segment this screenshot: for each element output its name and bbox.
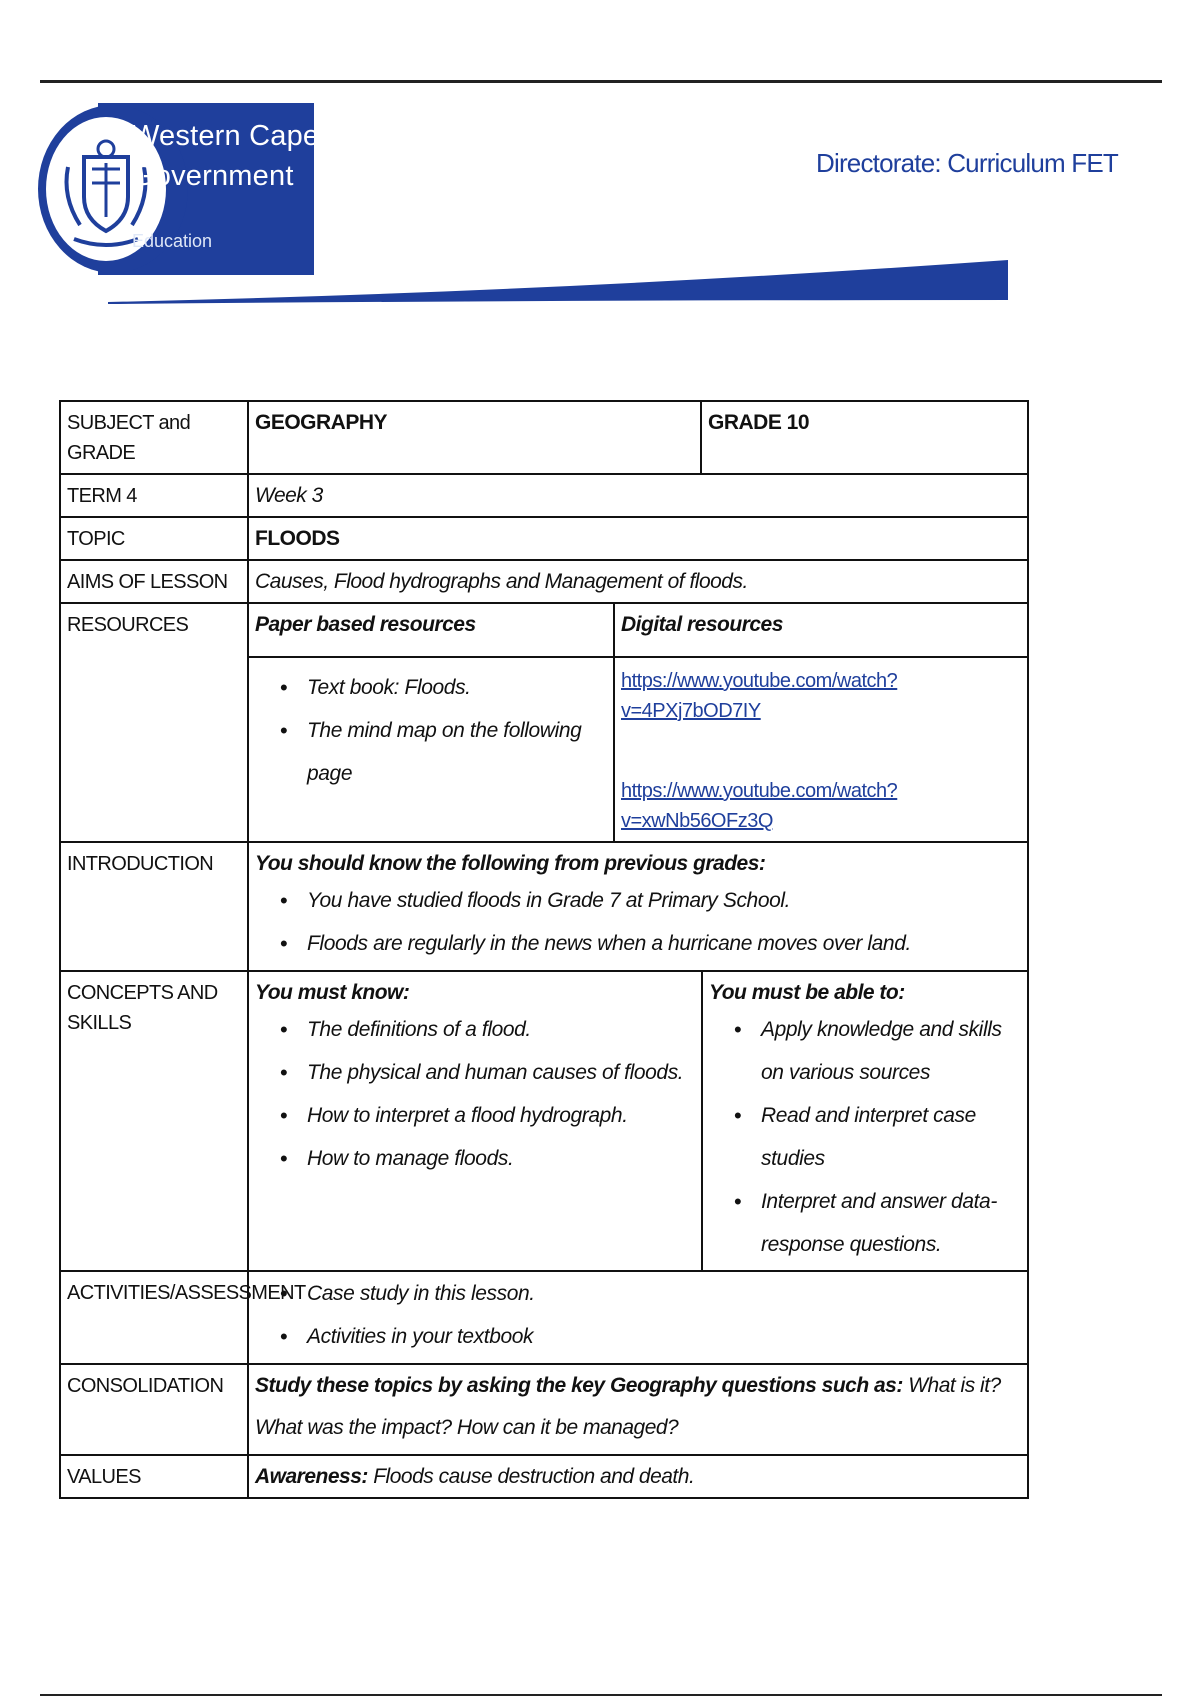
- row-introduction: [60, 842, 1028, 971]
- must-be-able-cell: [702, 972, 1027, 1270]
- digital-resources-heading: Digital resources: [614, 603, 1028, 657]
- grade-value: GRADE 10: [701, 401, 1028, 474]
- list-item: • Text book: Floods.: [307, 666, 607, 709]
- row-activities: [60, 1271, 1028, 1364]
- label-values: VALUES: [60, 1455, 248, 1498]
- paper-resources-cell: [248, 657, 614, 842]
- values-text: Floods cause destruction and death.: [367, 1465, 695, 1488]
- list-item: • Apply knowledge and skills on various sources: [761, 1008, 1021, 1094]
- wcg-logo: [38, 103, 320, 275]
- list-item: • You have studied floods in Grade 7 at Primary School.: [307, 879, 1021, 922]
- row-consolidation: [60, 1364, 1028, 1455]
- subject-value: GEOGRAPHY: [248, 401, 701, 474]
- row-resources-heading: [60, 603, 1028, 657]
- label-aims: AIMS OF LESSON: [60, 560, 248, 603]
- introduction-heading: You should know the following from previous grades:: [255, 852, 766, 875]
- label-concepts: CONCEPTS AND SKILLS: [60, 971, 248, 1271]
- must-know-cell: [249, 972, 702, 1270]
- activities-list: [255, 1272, 1021, 1358]
- label-subject-grade: SUBJECT and GRADE: [60, 401, 248, 474]
- list-item: • Read and interpret case studies: [761, 1094, 1021, 1180]
- header-swoosh: [108, 258, 1008, 308]
- paper-resources-list: [255, 666, 607, 795]
- must-be-able-list: [709, 1008, 1021, 1266]
- values-cell: [248, 1455, 1028, 1498]
- bottom-rule: [40, 1694, 1162, 1696]
- list-item: • How to manage floods.: [307, 1137, 695, 1180]
- directorate-title: Directorate: Curriculum FET: [816, 148, 1119, 178]
- row-term: [60, 474, 1028, 517]
- list-item: • Activities in your textbook: [307, 1315, 1021, 1358]
- consolidation-cell: [248, 1364, 1028, 1455]
- video-link-1[interactable]: https://www.youtube.com/watch?v=4PXj7bOD7IY: [621, 670, 898, 722]
- list-item: • The mind map on the following page: [307, 709, 607, 795]
- logo-line-1: Western Cape: [132, 120, 320, 152]
- topic-value: FLOODS: [248, 517, 1028, 560]
- row-concepts: [60, 971, 1028, 1271]
- list-item: • How to interpret a flood hydrograph.: [307, 1094, 695, 1137]
- introduction-cell: [248, 842, 1028, 971]
- paper-resources-heading: Paper based resources: [248, 603, 614, 657]
- must-know-list: [255, 1008, 695, 1180]
- lesson-plan-table: [59, 400, 1029, 1499]
- term-value: Week 3: [248, 474, 1028, 517]
- values-lead: Awareness:: [255, 1465, 368, 1488]
- row-topic: [60, 517, 1028, 560]
- list-item: • The definitions of a flood.: [307, 1008, 695, 1051]
- label-topic: TOPIC: [60, 517, 248, 560]
- consolidation-questions: What is it? What was the impact? How can it be managed?: [255, 1374, 1001, 1439]
- must-know-heading: You must know:: [255, 981, 410, 1004]
- concepts-cell: [248, 971, 1028, 1271]
- top-rule: [40, 80, 1162, 83]
- aims-value: Causes, Flood hydrographs and Management of floods.: [248, 560, 1028, 603]
- logo-line-2: Government: [132, 160, 294, 192]
- concepts-subtable: [249, 972, 1027, 1270]
- logo-line-3: Education: [132, 231, 213, 251]
- consolidation-lead: Study these topics by asking the key Geography questions such as:: [255, 1374, 903, 1397]
- activities-cell: [248, 1271, 1028, 1364]
- list-item: • Floods are regularly in the news when a hurricane moves over land.: [307, 922, 1021, 965]
- video-link-2[interactable]: https://www.youtube.com/watch?v=xwNb56OFz3Q: [621, 780, 898, 832]
- list-item: • Case study in this lesson.: [307, 1272, 1021, 1315]
- row-subject: [60, 401, 1028, 474]
- row-values: [60, 1455, 1028, 1498]
- label-resources: RESOURCES: [60, 603, 248, 842]
- must-be-able-heading: You must be able to:: [709, 981, 905, 1004]
- introduction-list: [255, 879, 1021, 965]
- row-aims: [60, 560, 1028, 603]
- list-item: • The physical and human causes of floods.: [307, 1051, 695, 1094]
- list-item: • Interpret and answer data-response questions.: [761, 1180, 1021, 1266]
- digital-resources-cell: [614, 657, 1028, 842]
- label-consolidation: CONSOLIDATION: [60, 1364, 248, 1455]
- label-activities: ACTIVITIES/ASSESSMENT: [60, 1271, 248, 1364]
- label-term: TERM 4: [60, 474, 248, 517]
- label-introduction: INTRODUCTION: [60, 842, 248, 971]
